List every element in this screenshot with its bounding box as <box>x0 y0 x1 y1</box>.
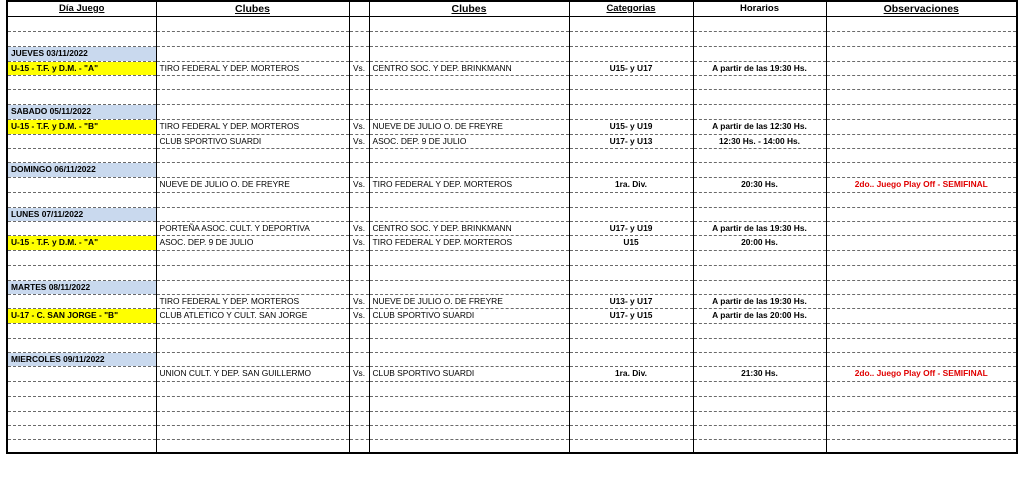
match-row <box>7 235 1017 250</box>
empty-cell <box>156 148 349 162</box>
schedule-time: 20:30 Hs. <box>693 177 826 192</box>
home-club: TIRO FEDERAL Y DEP. MORTEROS <box>156 119 349 134</box>
day-row <box>7 280 1017 294</box>
home-club: NUEVE DE JULIO O. DE FREYRE <box>156 177 349 192</box>
empty-cell <box>693 162 826 177</box>
empty-cell <box>349 425 369 439</box>
blank-row <box>7 250 1017 265</box>
empty-cell <box>826 192 1017 207</box>
empty-cell <box>569 381 693 396</box>
empty-cell <box>569 280 693 294</box>
empty-cell <box>826 411 1017 425</box>
empty-cell <box>569 265 693 280</box>
blank-row <box>7 265 1017 280</box>
vs-label: Vs. <box>349 294 369 308</box>
empty-cell <box>7 265 156 280</box>
empty-cell <box>7 250 156 265</box>
match-row <box>7 221 1017 235</box>
category: U13- y U17 <box>569 294 693 308</box>
empty-cell <box>369 352 569 366</box>
vs-label: Vs. <box>349 177 369 192</box>
empty-cell <box>569 207 693 221</box>
match-row <box>7 177 1017 192</box>
empty-cell <box>349 411 369 425</box>
vs-label: Vs. <box>349 61 369 75</box>
blank-row <box>7 411 1017 425</box>
day-row <box>7 352 1017 366</box>
empty-cell <box>7 338 156 352</box>
empty-cell <box>7 31 156 46</box>
empty-cell <box>369 425 569 439</box>
header-dia-juego: Día Juego <box>7 1 156 16</box>
empty-cell <box>369 192 569 207</box>
empty-cell <box>693 250 826 265</box>
blank-row <box>7 439 1017 453</box>
empty-cell <box>826 323 1017 338</box>
schedule-sheet <box>6 0 1018 454</box>
empty-cell <box>369 75 569 89</box>
empty-cell <box>693 148 826 162</box>
away-club: CLUB SPORTIVO SUARDI <box>369 308 569 323</box>
header-observaciones: Observaciones <box>826 1 1017 16</box>
schedule-time: A partir de las 12:30 Hs. <box>693 119 826 134</box>
empty-cell <box>569 425 693 439</box>
empty-cell <box>7 192 156 207</box>
vs-label: Vs. <box>349 366 369 381</box>
match-row <box>7 294 1017 308</box>
zone-label <box>7 177 156 192</box>
empty-cell <box>7 396 156 411</box>
empty-cell <box>156 31 349 46</box>
observation <box>826 221 1017 235</box>
schedule-time: 21:30 Hs. <box>693 366 826 381</box>
empty-cell <box>826 31 1017 46</box>
blank-row <box>7 192 1017 207</box>
empty-cell <box>693 338 826 352</box>
empty-cell <box>569 148 693 162</box>
empty-cell <box>349 207 369 221</box>
empty-cell <box>7 411 156 425</box>
empty-cell <box>693 425 826 439</box>
home-club: CLUB ATLETICO Y CULT. SAN JORGE <box>156 308 349 323</box>
empty-cell <box>369 207 569 221</box>
empty-cell <box>369 338 569 352</box>
empty-cell <box>369 323 569 338</box>
empty-cell <box>693 16 826 31</box>
away-club: CLUB SPORTIVO SUARDI <box>369 366 569 381</box>
schedule-time: 12:30 Hs. - 14:00 Hs. <box>693 134 826 148</box>
category: 1ra. Div. <box>569 366 693 381</box>
empty-cell <box>7 425 156 439</box>
away-club: TIRO FEDERAL Y DEP. MORTEROS <box>369 235 569 250</box>
empty-cell <box>369 411 569 425</box>
empty-cell <box>156 104 349 119</box>
blank-row <box>7 148 1017 162</box>
empty-cell <box>569 75 693 89</box>
category: U17- y U15 <box>569 308 693 323</box>
empty-cell <box>369 104 569 119</box>
empty-cell <box>693 31 826 46</box>
empty-cell <box>349 280 369 294</box>
match-row <box>7 134 1017 148</box>
day-row <box>7 46 1017 61</box>
zone-label <box>7 366 156 381</box>
home-club: TIRO FEDERAL Y DEP. MORTEROS <box>156 61 349 75</box>
empty-cell <box>569 338 693 352</box>
category: U15 <box>569 235 693 250</box>
empty-cell <box>569 192 693 207</box>
blank-row <box>7 338 1017 352</box>
home-club: CLUB SPORTIVO SUARDI <box>156 134 349 148</box>
empty-cell <box>369 265 569 280</box>
header-row <box>7 1 1017 16</box>
observation <box>826 61 1017 75</box>
empty-cell <box>156 381 349 396</box>
empty-cell <box>349 89 369 104</box>
header-clubes-visitante: Clubes <box>369 1 569 16</box>
empty-cell <box>349 16 369 31</box>
empty-cell <box>156 280 349 294</box>
empty-cell <box>369 250 569 265</box>
away-club: TIRO FEDERAL Y DEP. MORTEROS <box>369 177 569 192</box>
empty-cell <box>156 396 349 411</box>
empty-cell <box>693 207 826 221</box>
empty-cell <box>156 207 349 221</box>
empty-cell <box>7 89 156 104</box>
empty-cell <box>349 46 369 61</box>
vs-label: Vs. <box>349 235 369 250</box>
empty-cell <box>826 338 1017 352</box>
home-club: PORTEÑA ASOC. CULT. Y DEPORTIVA <box>156 221 349 235</box>
empty-cell <box>826 352 1017 366</box>
blank-row <box>7 381 1017 396</box>
header-clubes-local: Clubes <box>156 1 349 16</box>
empty-cell <box>826 75 1017 89</box>
home-club: ASOC. DEP. 9 DE JULIO <box>156 235 349 250</box>
empty-cell <box>693 46 826 61</box>
blank-row <box>7 396 1017 411</box>
empty-cell <box>156 439 349 453</box>
blank-row <box>7 16 1017 31</box>
empty-cell <box>569 439 693 453</box>
schedule-time: 20:00 Hs. <box>693 235 826 250</box>
empty-cell <box>349 31 369 46</box>
empty-cell <box>349 338 369 352</box>
category: U17- y U13 <box>569 134 693 148</box>
category: U17- y U19 <box>569 221 693 235</box>
empty-cell <box>369 381 569 396</box>
empty-cell <box>369 31 569 46</box>
vs-label: Vs. <box>349 221 369 235</box>
schedule-time: A partir de las 19:30 Hs. <box>693 61 826 75</box>
blank-row <box>7 31 1017 46</box>
empty-cell <box>693 352 826 366</box>
empty-cell <box>349 439 369 453</box>
empty-cell <box>369 162 569 177</box>
away-club: NUEVE DE JULIO O. DE FREYRE <box>369 119 569 134</box>
empty-cell <box>349 250 369 265</box>
observation <box>826 119 1017 134</box>
empty-cell <box>826 381 1017 396</box>
empty-cell <box>369 89 569 104</box>
empty-cell <box>569 16 693 31</box>
observation: 2do.. Juego Play Off - SEMIFINAL <box>826 366 1017 381</box>
vs-label: Vs. <box>349 134 369 148</box>
zone-label <box>7 134 156 148</box>
empty-cell <box>349 192 369 207</box>
day-label: MIERCOLES 09/11/2022 <box>7 352 156 366</box>
away-club: ASOC. DEP. 9 DE JULIO <box>369 134 569 148</box>
empty-cell <box>156 338 349 352</box>
empty-cell <box>569 46 693 61</box>
empty-cell <box>156 192 349 207</box>
home-club: TIRO FEDERAL Y DEP. MORTEROS <box>156 294 349 308</box>
empty-cell <box>156 46 349 61</box>
empty-cell <box>7 16 156 31</box>
blank-row <box>7 425 1017 439</box>
empty-cell <box>156 411 349 425</box>
schedule-time: A partir de las 19:30 Hs. <box>693 221 826 235</box>
empty-cell <box>569 31 693 46</box>
empty-cell <box>569 411 693 425</box>
observation <box>826 308 1017 323</box>
empty-cell <box>349 352 369 366</box>
empty-cell <box>369 16 569 31</box>
empty-cell <box>156 265 349 280</box>
zone-label <box>7 294 156 308</box>
empty-cell <box>826 148 1017 162</box>
empty-cell <box>826 280 1017 294</box>
empty-cell <box>156 162 349 177</box>
away-club: NUEVE DE JULIO O. DE FREYRE <box>369 294 569 308</box>
blank-row <box>7 323 1017 338</box>
empty-cell <box>826 439 1017 453</box>
empty-cell <box>693 104 826 119</box>
empty-cell <box>693 265 826 280</box>
day-label: JUEVES 03/11/2022 <box>7 46 156 61</box>
day-label: MARTES 08/11/2022 <box>7 280 156 294</box>
empty-cell <box>826 425 1017 439</box>
empty-cell <box>349 396 369 411</box>
empty-cell <box>349 104 369 119</box>
empty-cell <box>826 396 1017 411</box>
header-horarios: Horarios <box>693 1 826 16</box>
empty-cell <box>349 162 369 177</box>
empty-cell <box>349 265 369 280</box>
zone-label: U-17 - C. SAN JORGE - "B" <box>7 308 156 323</box>
empty-cell <box>369 396 569 411</box>
empty-cell <box>693 323 826 338</box>
empty-cell <box>569 89 693 104</box>
empty-cell <box>7 148 156 162</box>
match-row <box>7 119 1017 134</box>
header-vs <box>349 1 369 16</box>
empty-cell <box>826 46 1017 61</box>
empty-cell <box>7 439 156 453</box>
empty-cell <box>156 323 349 338</box>
empty-cell <box>349 381 369 396</box>
zone-label: U-15 - T.F. y D.M. - "B" <box>7 119 156 134</box>
empty-cell <box>369 148 569 162</box>
zone-label: U-15 - T.F. y D.M. - "A" <box>7 235 156 250</box>
empty-cell <box>7 323 156 338</box>
schedule-time: A partir de las 20:00 Hs. <box>693 308 826 323</box>
empty-cell <box>693 75 826 89</box>
day-label: DOMINGO 06/11/2022 <box>7 162 156 177</box>
empty-cell <box>693 89 826 104</box>
category: 1ra. Div. <box>569 177 693 192</box>
empty-cell <box>826 265 1017 280</box>
match-row <box>7 61 1017 75</box>
observation <box>826 134 1017 148</box>
blank-row <box>7 75 1017 89</box>
day-row <box>7 162 1017 177</box>
day-label: SABADO 05/11/2022 <box>7 104 156 119</box>
empty-cell <box>693 381 826 396</box>
empty-cell <box>7 75 156 89</box>
away-club: CENTRO SOC. Y DEP. BRINKMANN <box>369 61 569 75</box>
empty-cell <box>369 46 569 61</box>
category: U15- y U19 <box>569 119 693 134</box>
empty-cell <box>569 396 693 411</box>
schedule-time: A partir de las 19:30 Hs. <box>693 294 826 308</box>
empty-cell <box>156 250 349 265</box>
empty-cell <box>569 104 693 119</box>
blank-row <box>7 89 1017 104</box>
empty-cell <box>569 323 693 338</box>
header-categorias: Categorias <box>569 1 693 16</box>
empty-cell <box>569 162 693 177</box>
empty-cell <box>826 16 1017 31</box>
empty-cell <box>693 192 826 207</box>
observation <box>826 235 1017 250</box>
empty-cell <box>369 439 569 453</box>
observation <box>826 294 1017 308</box>
category: U15- y U17 <box>569 61 693 75</box>
empty-cell <box>349 148 369 162</box>
empty-cell <box>156 352 349 366</box>
empty-cell <box>156 16 349 31</box>
vs-label: Vs. <box>349 308 369 323</box>
empty-cell <box>349 75 369 89</box>
empty-cell <box>826 89 1017 104</box>
empty-cell <box>349 323 369 338</box>
empty-cell <box>826 207 1017 221</box>
empty-cell <box>7 381 156 396</box>
empty-cell <box>156 425 349 439</box>
away-club: CENTRO SOC. Y DEP. BRINKMANN <box>369 221 569 235</box>
vs-label: Vs. <box>349 119 369 134</box>
empty-cell <box>693 439 826 453</box>
match-row <box>7 308 1017 323</box>
empty-cell <box>693 396 826 411</box>
empty-cell <box>569 352 693 366</box>
zone-label: U-15 - T.F. y D.M. - "A" <box>7 61 156 75</box>
empty-cell <box>826 104 1017 119</box>
empty-cell <box>156 75 349 89</box>
day-row <box>7 104 1017 119</box>
home-club: UNION CULT. Y DEP. SAN GUILLERMO <box>156 366 349 381</box>
empty-cell <box>369 280 569 294</box>
observation: 2do.. Juego Play Off - SEMIFINAL <box>826 177 1017 192</box>
zone-label <box>7 221 156 235</box>
empty-cell <box>156 89 349 104</box>
empty-cell <box>569 250 693 265</box>
day-row <box>7 207 1017 221</box>
empty-cell <box>826 162 1017 177</box>
empty-cell <box>693 411 826 425</box>
match-row <box>7 366 1017 381</box>
day-label: LUNES 07/11/2022 <box>7 207 156 221</box>
empty-cell <box>826 250 1017 265</box>
empty-cell <box>693 280 826 294</box>
